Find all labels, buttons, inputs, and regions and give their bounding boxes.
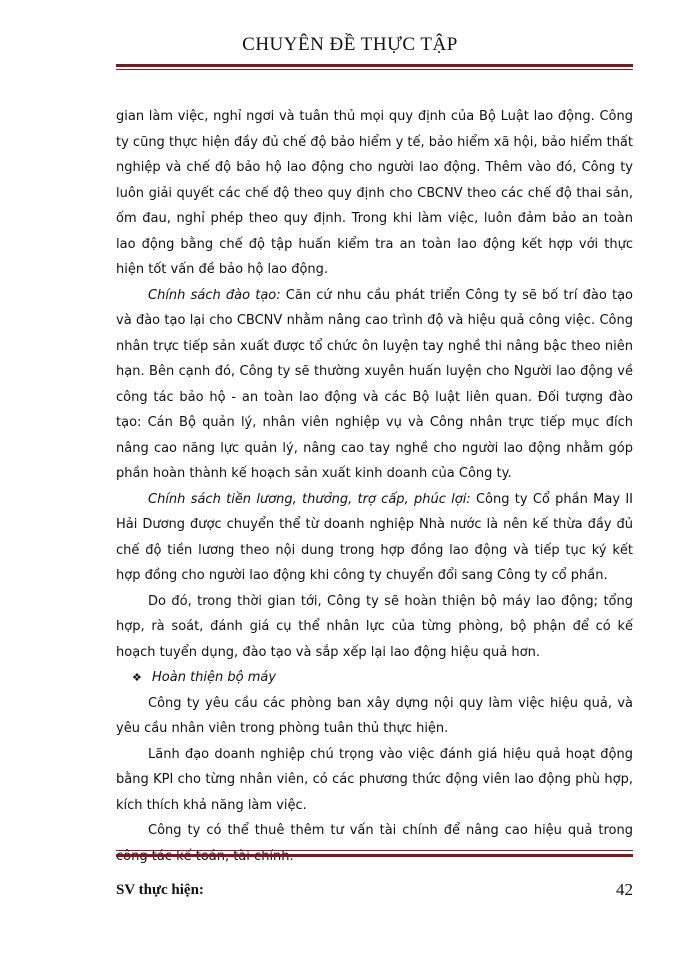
- header-rule-thick: [116, 64, 633, 67]
- document-body: [116, 104, 633, 869]
- training-policy-text: Căn cứ nhu cầu phát triển Công ty sẽ bố trí đào tạo và đào tạo lại cho CBCNV nhằm nâng cao trình độ và hiệu quả công việc. Công nhân trực tiếp sản xuất được tổ chức ôn luyện tay nghề thi nâng bậc theo niên hạn. Bên cạnh đó, Công ty sẽ thường xuyên huấn luyện cho Người lao động về công tác bảo hộ - an toàn lao động và các Bộ luật liên quan. Đối tượng đào tạo: Cán Bộ quản lý, nhân viên nghiệp vụ và Công nhân trực tiếp mục đích nâng cao năng lực quản lý, nâng cao tay nghề cho người lao động nhằm góp phần hoàn thành kế hoạch sản xuất kinh doanh của Công ty.: [116, 287, 633, 481]
- bullet-heading-row: [116, 665, 633, 691]
- footer-rule-thick: [116, 854, 633, 857]
- page-number: 42: [616, 880, 633, 899]
- header-rule-thin: [116, 69, 633, 70]
- paragraph-training: [116, 283, 633, 487]
- diamond-bullet-icon: ❖: [132, 671, 142, 684]
- paragraph-5: Công ty yêu cầu các phòng ban xây dựng nội quy làm việc hiệu quả, và yêu cầu nhân viên trong phòng tuân thủ thực hiện.: [116, 695, 633, 736]
- paragraph-salary: [116, 487, 633, 589]
- salary-policy-heading: Chính sách tiền lương, thưởng, trợ cấp, phúc lợi:: [148, 491, 471, 507]
- paragraph-6: Lãnh đạo doanh nghiệp chú trọng vào việc đánh giá hiệu quả hoạt động bằng KPI cho từng nhân viên, có các phương thức động viên lao động phù hợp, kích thích khả năng làm việc.: [116, 746, 633, 813]
- footer-rule-thin: [116, 850, 633, 851]
- bullet-heading: Hoàn thiện bộ máy: [152, 670, 277, 685]
- page-header-title: CHUYÊN ĐỀ THỰC TẬP: [242, 34, 458, 55]
- footer-student-label: SV thực hiện:: [116, 882, 204, 898]
- training-policy-heading: Chính sách đào tạo:: [148, 287, 281, 303]
- paragraph-4: Do đó, trong thời gian tới, Công ty sẽ hoàn thiện bộ máy lao động; tổng hợp, rà soát, đánh giá cụ thể nhân lực của từng phòng, bộ phận để có kế hoạch tuyển dụng, đào tạo và sắp xếp lại lao động hiệu quả hơn.: [116, 593, 633, 660]
- paragraph-7: Công ty có thể thuê thêm tư vấn tài chính để nâng cao hiệu quả trong: [148, 823, 633, 838]
- salary-policy-text: Công ty Cổ phần May II Hải Dương được chuyển thể từ doanh nghiệp Nhà nước là nên kế thừa đầy đủ chế độ tiền lương theo nội dung trong hợp đồng lao động và tiếp tục ký kết hợp đồng cho người lao động khi công ty chuyển đổi sang Công ty cổ phần.: [116, 491, 633, 583]
- paragraph-1: gian làm việc, nghỉ ngơi và tuân thủ mọi quy định của Bộ Luật lao động. Công ty cũng thực hiện đầy đủ chế độ bảo hiểm y tế, bảo hiểm xã hội, bảo hiểm thất nghiệp và chế độ bảo hộ lao động cho người lao động. Thêm vào đó, Công ty luôn giải quyết các chế độ theo quy định cho CBCNV theo các chế độ thai sản, ốm đau, nghỉ phép theo quy định. Trong khi làm việc, luôn đảm bảo an toàn lao động bằng chế độ tập huấn kiểm tra an toàn lao động kết hợp với thực hiện tốt vấn đề bảo hộ lao động.: [116, 109, 633, 277]
